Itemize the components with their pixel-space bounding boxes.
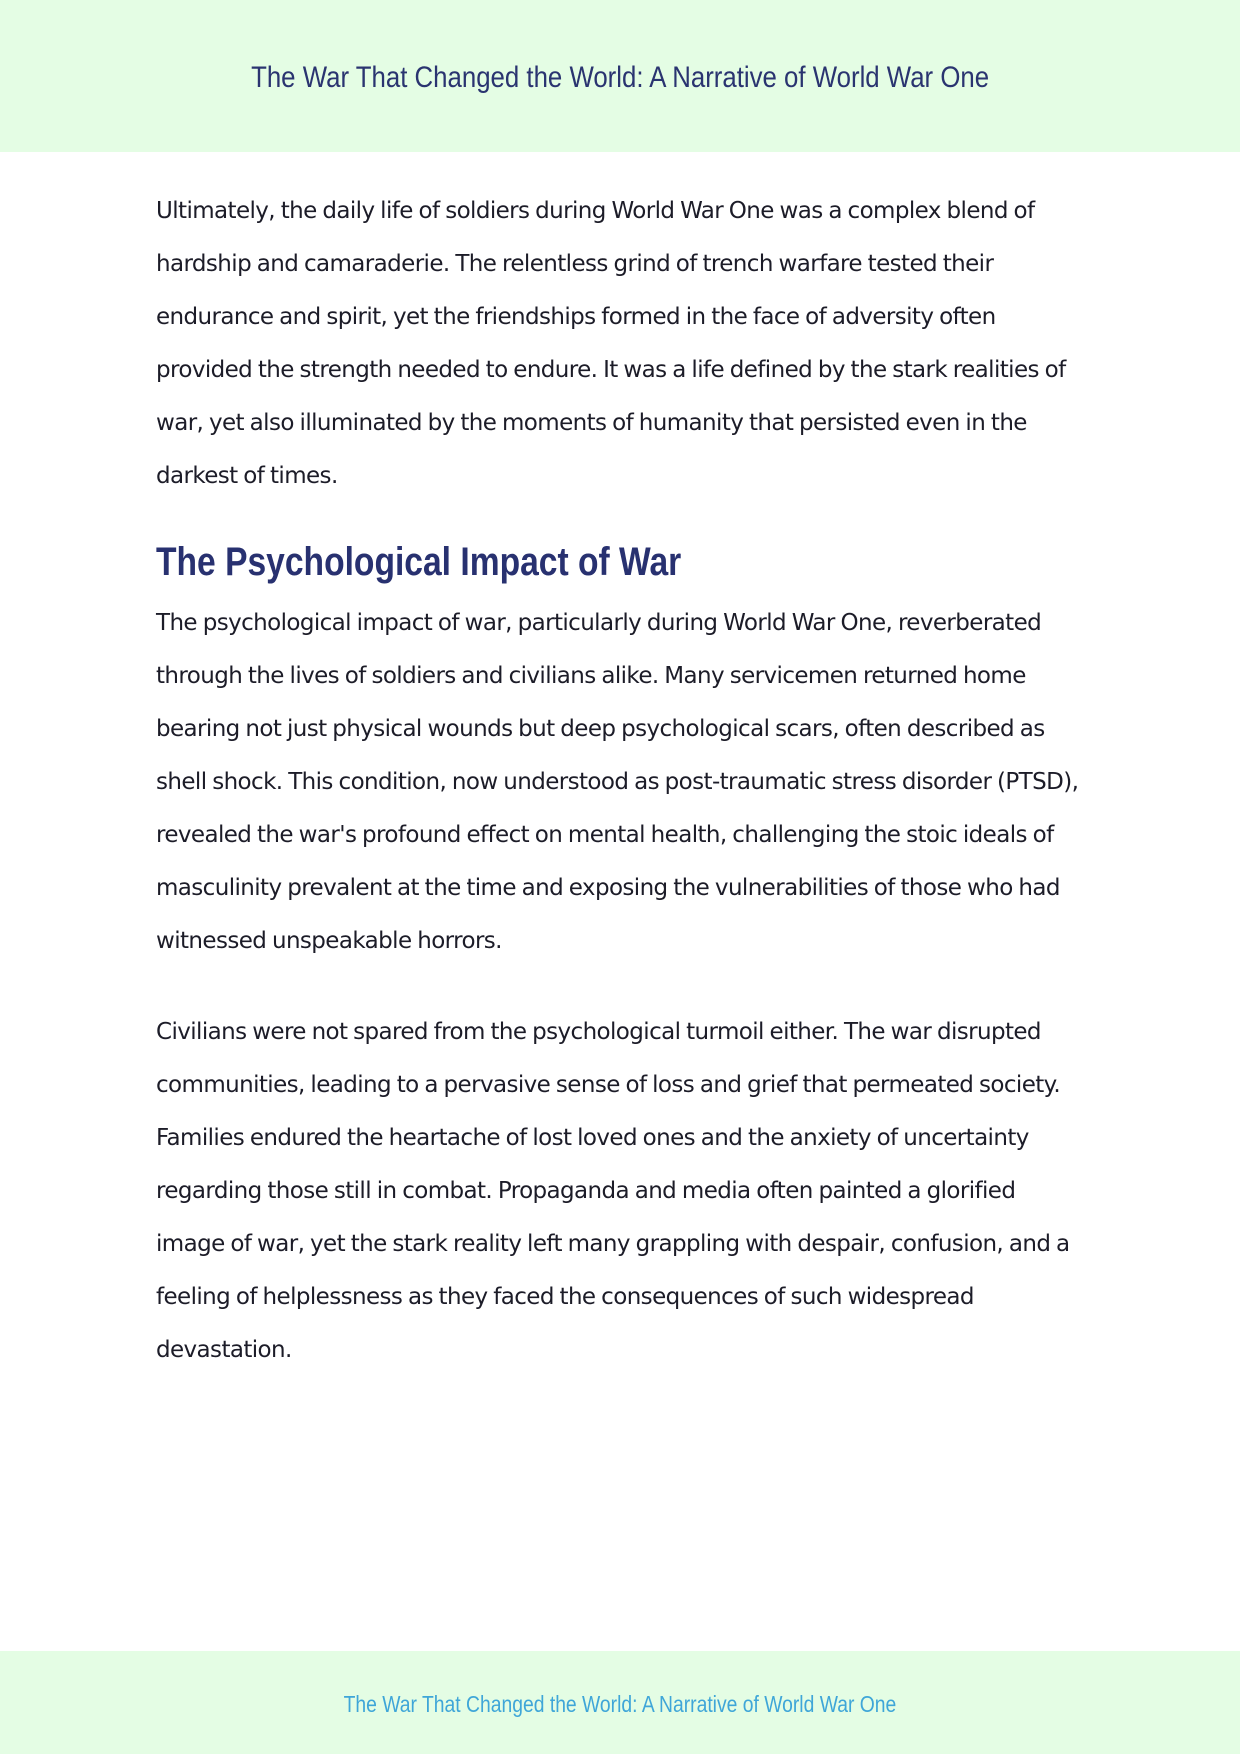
header-title: The War That Changed the World: A Narrative of World War One	[250, 61, 990, 94]
section-heading: The Psychological Impact of War	[156, 540, 682, 584]
intro-paragraph: Ultimately, the daily life of soldiers during World War One was a complex blend of hardship and camaraderie. The relentless grind of trench warfare tested their endurance and spirit, yet the friendships formed in the face of adversity often provided the strength needed to endure. It was a life defined by the stark realities of war, yet also illuminated by the moments of humanity that persisted even in the darkest of times.	[156, 198, 1066, 489]
document-body	[156, 185, 1088, 1377]
body-paragraph: Civilians were not spared from the psychological turmoil either. The war disrupted communities, leading to a pervasive sense of loss and grief that permeated society. Families endured the heartache of lost loved ones and the anxiety of uncertainty regarding those still in combat. Propaganda and media often painted a glorified image of war, yet the stark reality left many grappling with despair, confusion, and a feeling of helplessness as they faced the consequences of such widespread devastation.	[156, 1019, 1070, 1363]
body-paragraph: The psychological impact of war, particularly during World War One, reverberated through the lives of soldiers and civilians alike. Many servicemen returned home bearing not just physical wounds but deep psychological scars, often described as shell shock. This condition, now understood as post-traumatic stress disorder (PTSD), revealed the war's profound effect on mental health, challenging the stoic ideals of masculinity prevalent at the time and exposing the vulnerabilities of those who had witnessed unspeakable horrors.	[156, 610, 1079, 954]
footer-title: The War That Changed the World: A Narrative of World War One	[343, 1691, 897, 1717]
page-header	[0, 0, 1240, 152]
page-footer	[0, 1651, 1240, 1754]
